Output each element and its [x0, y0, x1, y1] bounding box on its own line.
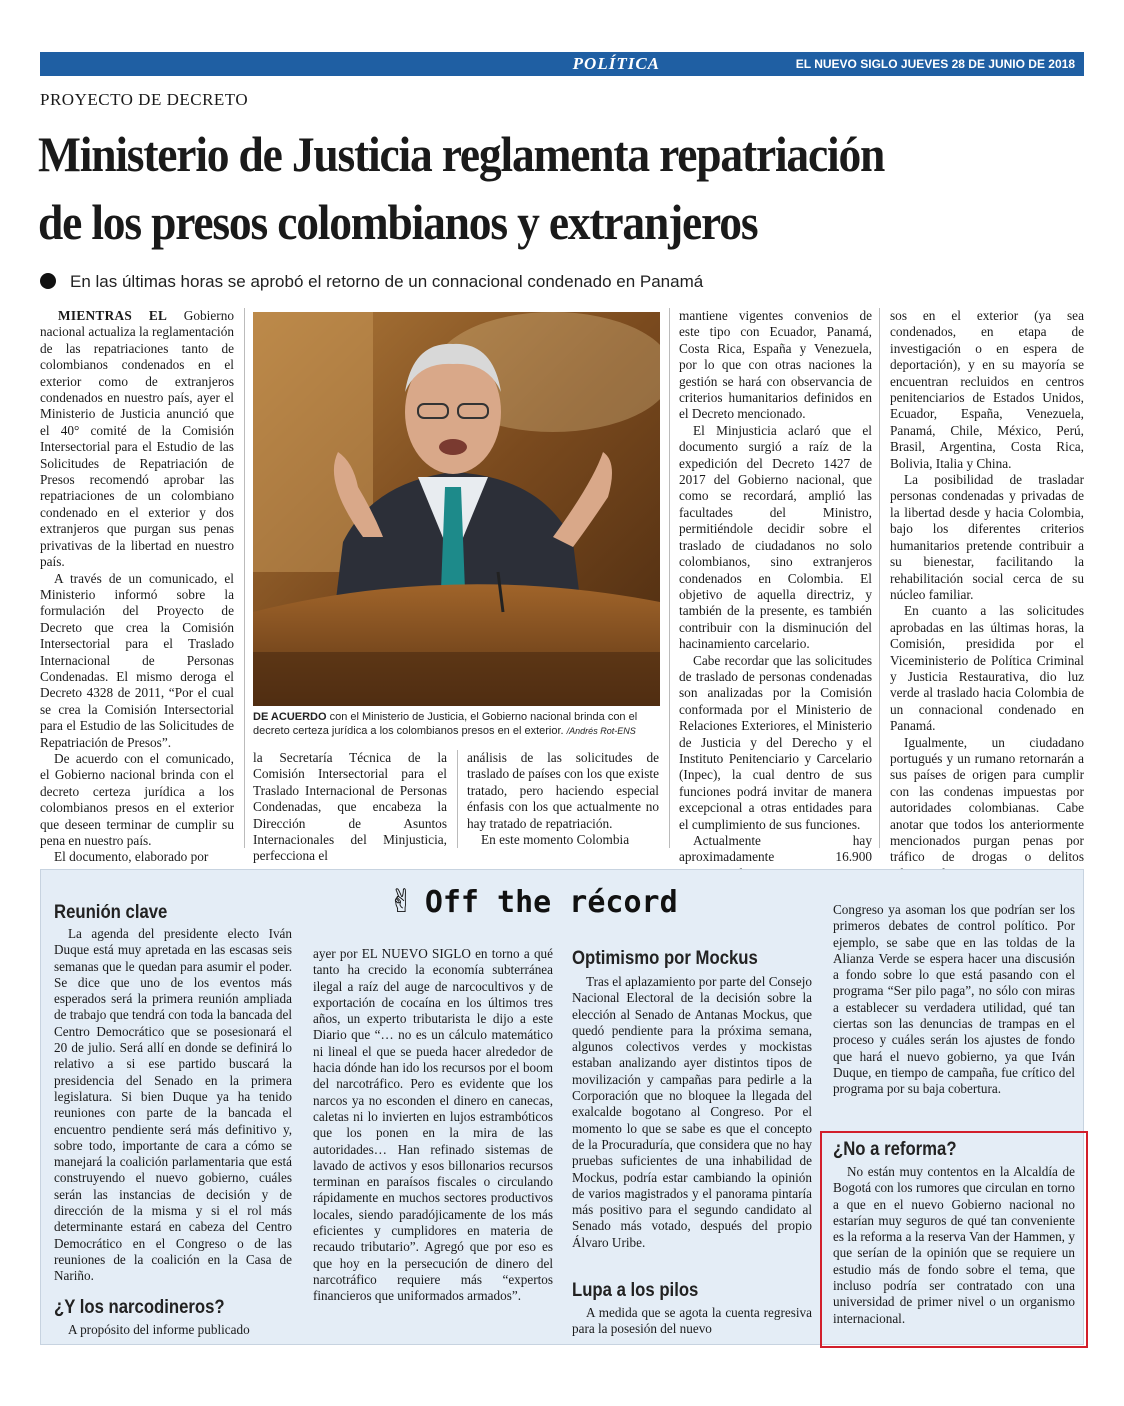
section-header-bar	[40, 52, 1084, 98]
paper-info	[755, 52, 1075, 102]
subhead: Optimismo por Mockus	[572, 948, 758, 969]
headline-line-2: de los presos colombianos y extranjeros	[38, 194, 758, 250]
column-divider	[669, 308, 670, 848]
paragraph: Tras el aplazamiento por parte del Consejo Nacional Electoral de la decisión sobre la elección al Senado de Antanas Mockus, que quedó pendiente para la próxima semana, algunos colectivos verdes y mockistas estaban analizando ayer distintos tipos de movilización y campañas para pedirle a la Corporación que no bloquee la llegada del exalcalde bogotano al Congreso. Por el momento lo que se sabe es que el concepto de la Procuraduría, que considera que no hay pruebas suficientes de una inhabilidad de Mockus, podría estar cambiando la opinión de varios magistrados y el panorama pintaría más positivo para el segundo candidato al Senado más votado, después del propio Álvaro Uribe.	[572, 974, 812, 1250]
article-deck	[40, 272, 703, 292]
paragraph: A medida que se agota la cuenta regresiva para la posesión del nuevo	[572, 1305, 812, 1337]
paragraph: En cuanto a las solicitudes aprobadas en las últimas horas, la Comisión, presidida por el Viceministerio de Política Criminal y Justicia Restaurativa, dio luz verde al traslado hacia Colombia de un connacional condenado en Panamá.	[890, 603, 1084, 734]
section-name: POLÍTICA	[572, 54, 660, 73]
off-the-record-title	[388, 882, 678, 920]
paragraph: El documento, elaborado por	[54, 849, 209, 865]
paragraph: mantiene vigentes convenios de este tipo con Ecuador, Panamá, Costa Rica, España y Venezuela, por lo que con otras naciones la gestión se hará con observancia de criterios humanitarios definidos en el Decreto mencionado.	[679, 308, 872, 422]
column-divider	[457, 750, 458, 848]
speaker-photo	[253, 312, 660, 706]
paragraph	[40, 308, 234, 571]
paragraph: No están muy contentos en la Alcaldía de Bogotá con los rumores que circulan en torno a que en el nuevo Gobierno nacional no estarían muy seguros de qué tan conveniente es la reforma a la reserva Van der Hammen, y que serían de la opinión que se requiere un estudio más de fondo sobre el tema, que incluso podría ser contratado con una universidad de primer nivel o un organismo internacional.	[833, 1164, 1075, 1326]
caption-lead: DE ACUERDO	[253, 711, 327, 723]
paragraph: La agenda del presidente electo Iván Duque está muy apretada en las escasas seis semanas que le quedan para asumir el poder. Se dice que uno de los eventos más esperados será la primera reunión ampliada de trabajo que tendrá con toda la bancada del Centro Democrático que se posesionará el 20 de julio. Será allí en donde se definirá lo relativo a si ese partido buscará la presidencia del Senado en la primera legislatura. Si bien Duque ya ha tenido reuniones con parte de la bancada el encuentro pendiente será más definitivo y, sobre todo, importante de cara a cómo se manejará la coalición parlamentaria que está construyendo el nuevo gobierno, cuáles serán las instancias de decisión y de dirección de la misma y si el rol más determinante estará en cabeza del Centro Democrático en el Congreso o de las reuniones de la coalición en la Casa de Nariño.	[54, 926, 292, 1284]
article-photo	[253, 312, 660, 706]
box-column-2	[313, 946, 553, 1305]
paper-date: JUEVES 28 DE JUNIO DE 2018	[900, 57, 1075, 71]
paragraph: A propósito del informe publicado	[68, 1322, 250, 1337]
bullet-icon	[40, 273, 56, 289]
article-headline	[38, 120, 1003, 256]
paragraph: Igualmente, un ciudadano portugués y un rumano retornarán a sus países de origen para cumplir con las condenas impuestas por autoridades colombianas. Cabe anotar que todos los anteriormente mencionados purgan penas por tráfico de drogas o delitos	[890, 734, 1084, 865]
box-column-1b	[54, 1322, 292, 1338]
paragraph: En este momento Colombia	[481, 832, 630, 848]
paragraph: Cabe recordar que las solicitudes de traslado de personas condenadas son analizadas por la Comisión conformada por el Ministerio de Relaciones Exteriores, el Ministerio de Justicia y del Derecho y el Instituto Penitenciario y Carcelario (Inpec), la cual dentro de sus funciones podrá invitar de manera excepcional a otras entidades para el cumplimiento de sus funciones.	[679, 652, 872, 832]
paragraph: la Secretaría Técnica de la Comisión Intersectorial para el Traslado Internacional de Personas Condenadas, que encabeza la Dirección de Asuntos Internacionales del Minjusticia, perfecciona el	[253, 750, 447, 864]
subhead: ¿Y los narcodineros?	[54, 1297, 225, 1318]
box-column-3	[572, 974, 812, 1251]
paragraph: La posibilidad de trasladar personas condenadas y privadas de la libertad desde y hacia Colombia, bajo los diferentes criterios humanitarios pretende contribuir a su bienestar, facilitando la rehabilitación social cerca de su núcleo familiar.	[890, 472, 1084, 602]
article-column-1	[40, 308, 234, 866]
box-title: Off the récord	[424, 885, 678, 920]
article-column-3	[467, 750, 659, 848]
box-column-4	[833, 902, 1075, 1098]
subhead: Lupa a los pilos	[572, 1280, 699, 1301]
article-column-4	[679, 308, 872, 882]
subhead: Reunión clave	[54, 902, 168, 923]
paper-name: EL NUEVO SIGLO	[795, 57, 898, 71]
lead-in: MIENTRAS EL	[58, 308, 168, 323]
victory-hand-icon: ✌	[388, 882, 415, 920]
paragraph: ayer por EL NUEVO SIGLO en torno a qué tanto ha crecido la economía subterránea ilegal a raíz del auge de narcocultivos y de exportación de cocaína en los últimos tres años, un experto tributarista le dijo a este Diario que “… no es un cálculo matemático ni lineal el que se pueda hacer alrededor de hacia dónde han ido los recursos por el boom del narcotráfico. Pero es evidente que los narcos ya no esconden el dinero en canecas, caletas ni lo invierten en lujos estrambóticos que los ponen en la mira de las autoridades… Han refinado sistemas de lavado de activos y esos billonarios recursos terminan en paraísos fiscales o circulando rápidamente en muchos sectores productivos locales, siendo paradójicamente de los más eficientes y cumplidores en materia de recaudo tributario”. Agregó que por eso es que hoy en la persecución de dinero del narcotráfico requiere más “expertos financieros que uniformados armados”.	[313, 946, 553, 1304]
paragraph: sos en el exterior (ya sea condenados, en etapa de investigación o en espera de deportación), y en su mayoría se encuentran recluidos en centros penitenciarios de Estados Unidos, Ecuador, España, Venezuela, Panamá, Chile, México, Perú, Brasil, Argentina, Costa Rica, Bolivia, Italia y China.	[890, 308, 1084, 471]
deck-text: En las últimas horas se aprobó el retorno de un connacional condenado en Panamá	[70, 272, 704, 291]
column-divider	[244, 308, 245, 848]
paragraph: Congreso ya asoman los que podrían ser los primeros debates de control político. Por ejemplo, se sabe que en las toldas de la Alianza Verde se espera hacer una discusión a fondo sobre lo que está pasando con el programa “Ser pilo paga”, no sólo con miras a establecer su verdadera utilidad, qué tan ciertas son las denuncias de trampas en el proceso y cuáles serán los ajustes de fondo que hará el nuevo gobierno, ya que Iván Duque, en tiempo de campaña, fue crítico del programa por su baja cobertura.	[833, 902, 1075, 1097]
paragraph-text: Gobierno nacional actualiza la reglamentación de las repatriaciones tanto de colombianos condenados en el exterior como de extranjeros condenados en nuestro país, ayer el Ministerio de Justicia anunció que el 40° comité de la Comisión Intersectorial para el Estudio de las Solicitudes de Repatriación de Presos recomendó aprobar las repatriaciones de un colombiano condenado en el exterior y dos extranjeros que purgan sus penas privativas de la libertad en nuestro país.	[40, 308, 234, 570]
box-column-1	[54, 926, 292, 1285]
caption-text: con el Ministerio de Justicia, el Gobierno nacional brinda con el decreto certeza jurídica a los colombianos presos en el exterior.	[253, 711, 638, 737]
article-kicker: PROYECTO DE DECRETO	[40, 90, 249, 109]
article-column-2	[253, 750, 447, 865]
photo-credit: /Andrés Rot-ENS	[566, 726, 636, 736]
box-column-3b	[572, 1305, 812, 1338]
box-column-4b	[833, 1164, 1075, 1327]
photo-caption	[253, 710, 663, 738]
column-divider	[879, 308, 880, 848]
paragraph: El Minjusticia aclaró que el documento surgió a raíz de la expedición del Decreto 1427 de 2017 del Gobierno nacional, que como se recordará, amplió las facultades del Ministro, permitiéndole decidir sobre el traslado de ciudadanos no solo colombianos, sino extranjeros condenados en Colombia. El objetivo de aquella directriz, y también de la presente, es también contribuir con la disminución del hacinamiento carcelario.	[679, 422, 872, 652]
headline-line-1: Ministerio de Justicia reglamenta repatriación	[38, 126, 885, 182]
subhead: ¿No a reforma?	[833, 1139, 957, 1160]
paragraph: De acuerdo con el comunicado, el Gobierno nacional brinda con el decreto certeza jurídica a los colombianos presos en el exterior que deseen terminar de cumplir su pena en nuestro país.	[40, 750, 234, 848]
page-number: 11A	[1042, 78, 1075, 98]
paragraph: A través de un comunicado, el Ministerio informó sobre la formulación del Proyecto de Decreto que crea la Comisión Intersectorial para el Traslado Internacional de Personas Condenadas. El mismo deroga el Decreto 4328 de 2011, “Por el cual se crea la Comisión Intersectorial para el Estudio de las Solicitudes de Repatriación de Presos”.	[40, 570, 234, 750]
paragraph: Actualmente hay aproximadamente 16.900	[679, 833, 872, 865]
article-column-5	[890, 308, 1084, 882]
paragraph: análisis de las solicitudes de traslado de países con los que existe tratado, pero haciendo especial énfasis con los que actualmente no hay tratado de repatriación.	[467, 750, 660, 831]
